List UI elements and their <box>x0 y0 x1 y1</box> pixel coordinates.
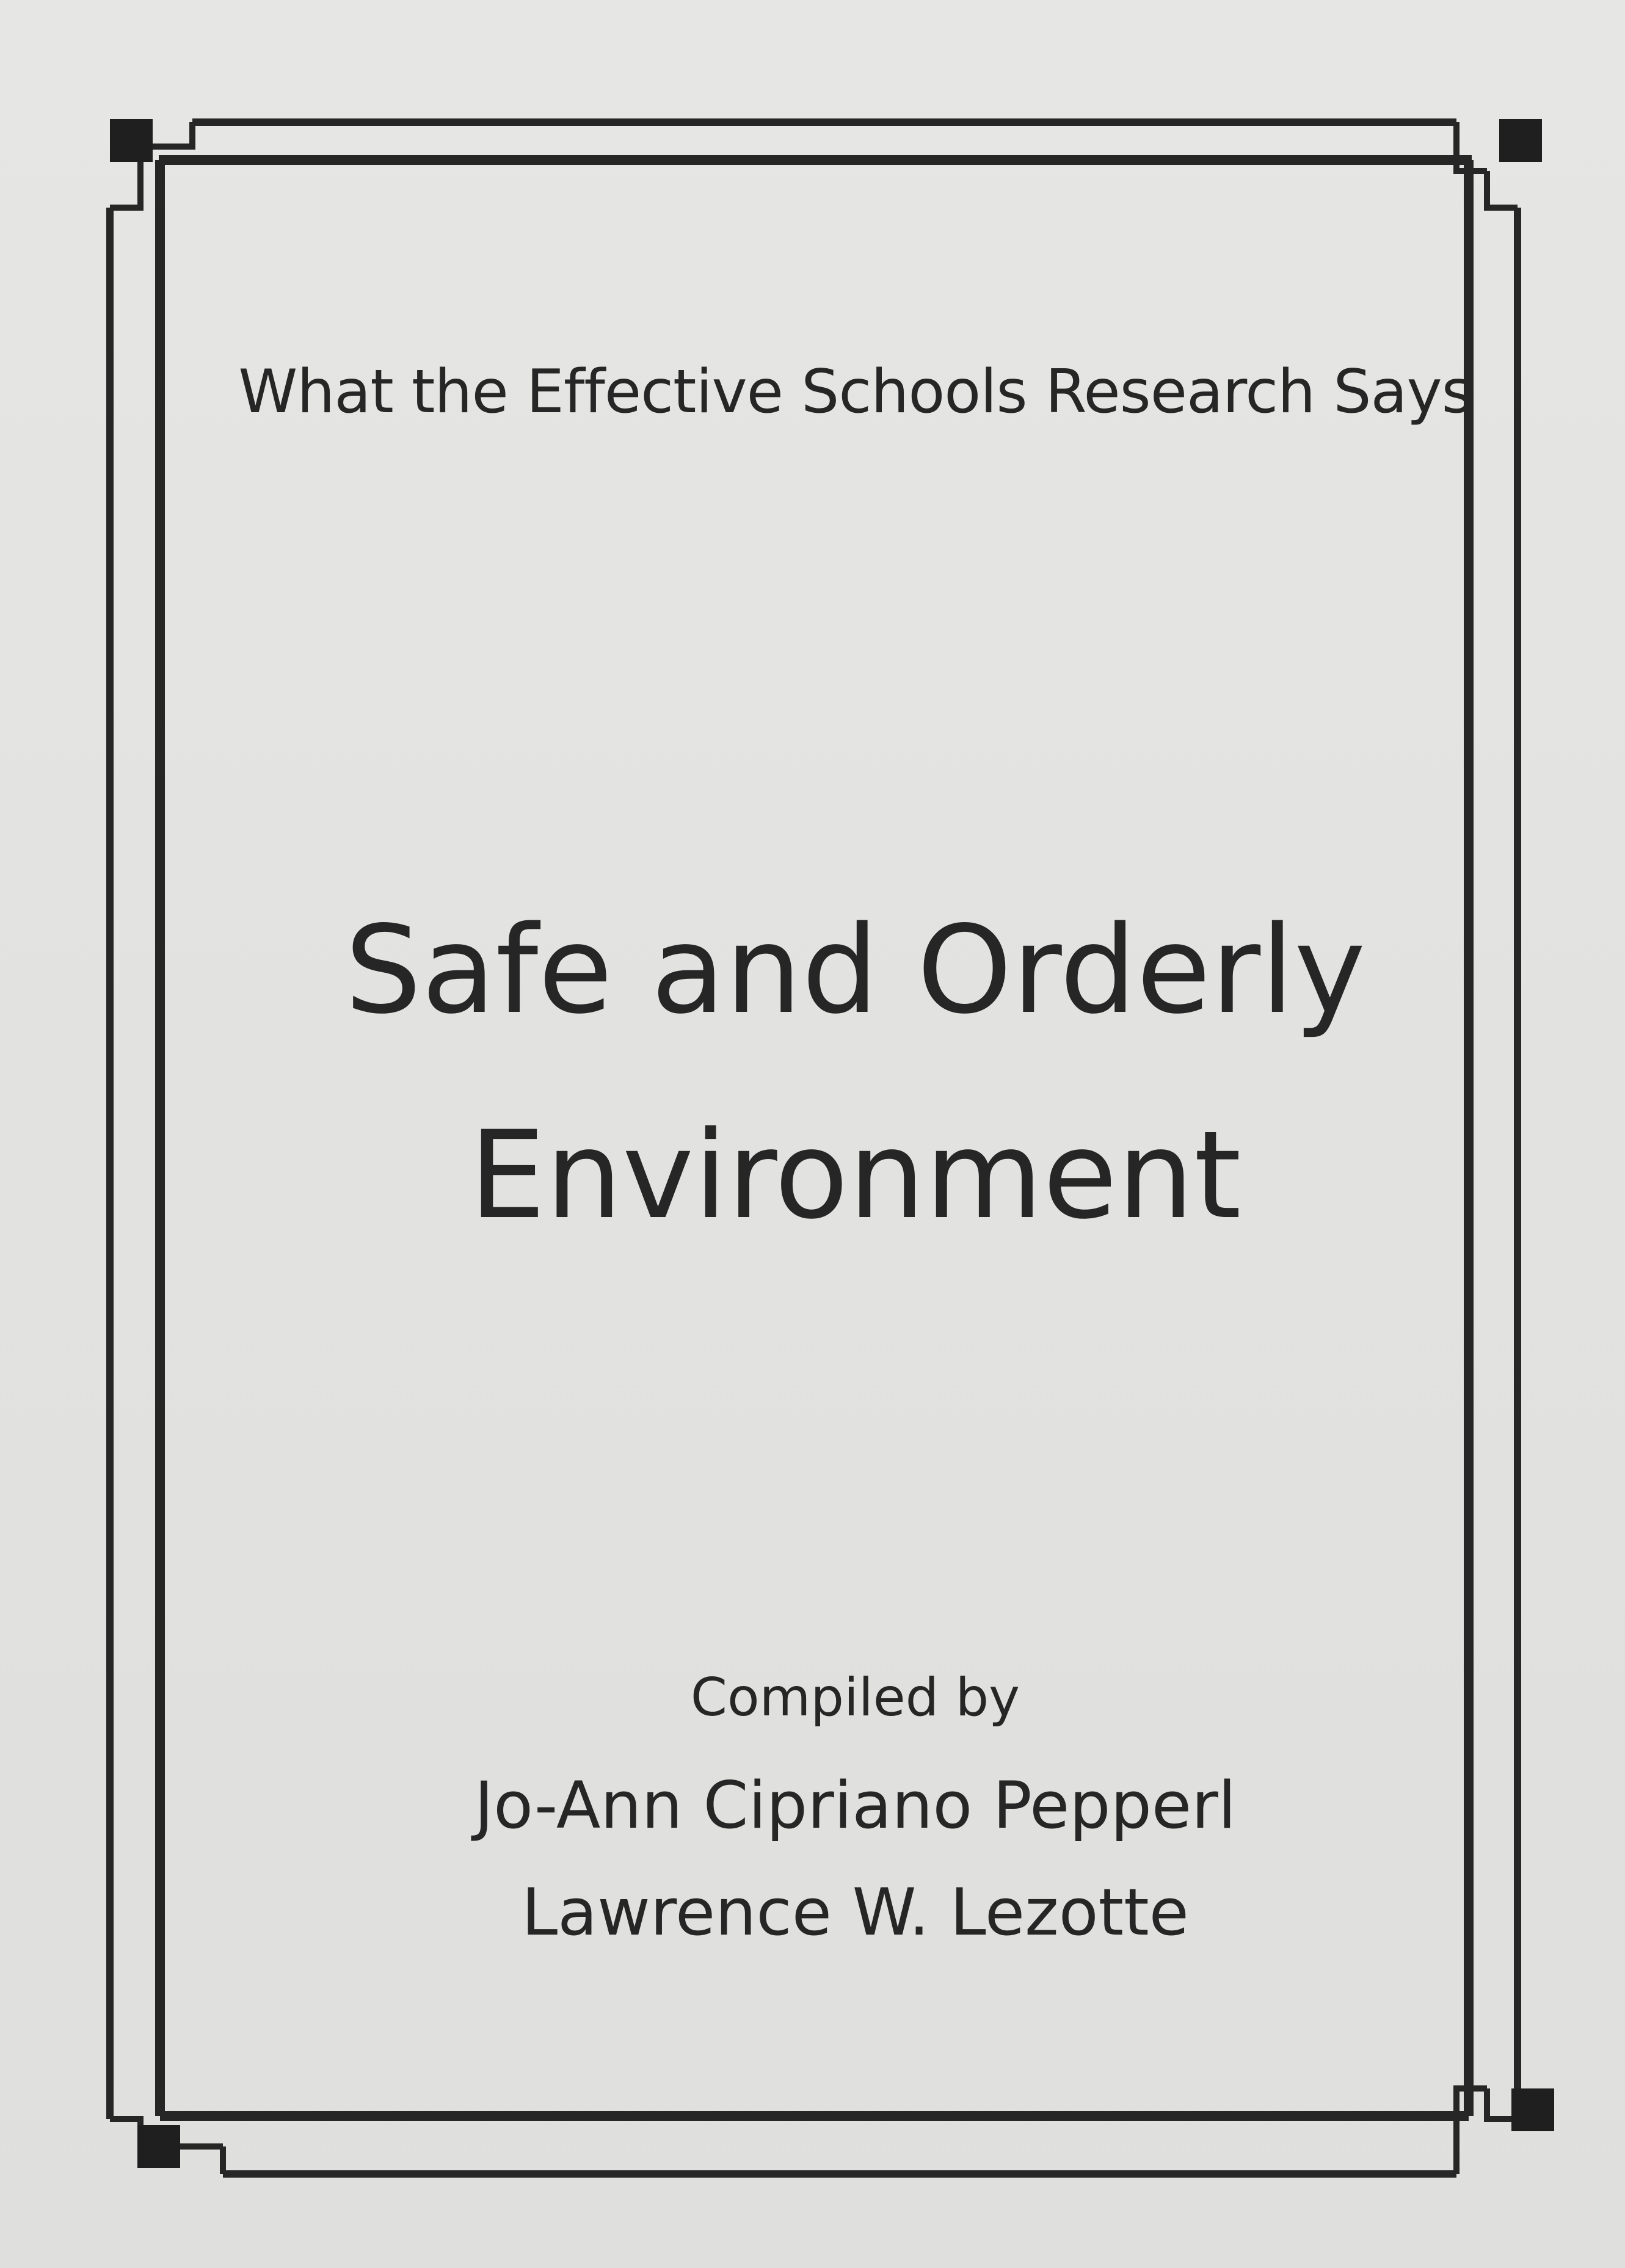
main-title <box>43 900 1625 1320</box>
compiled-by-label: Compiled by <box>690 1667 1020 1728</box>
corner-block-bottom-left <box>137 2125 180 2168</box>
author-name: Lawrence W. Lezotte <box>522 1875 1189 1950</box>
corner-block-top-right <box>1499 119 1542 162</box>
series-title: What the Effective Schools Research Says <box>238 357 1472 427</box>
main-title-line-1: Safe and Orderly <box>344 900 1366 1041</box>
corner-block-bottom-right <box>1511 2088 1554 2131</box>
main-title-line-2: Environment <box>469 1105 1241 1246</box>
author-name: Jo-Ann Cipriano Pepperl <box>474 1768 1237 1843</box>
corner-block-top-left <box>110 119 153 162</box>
